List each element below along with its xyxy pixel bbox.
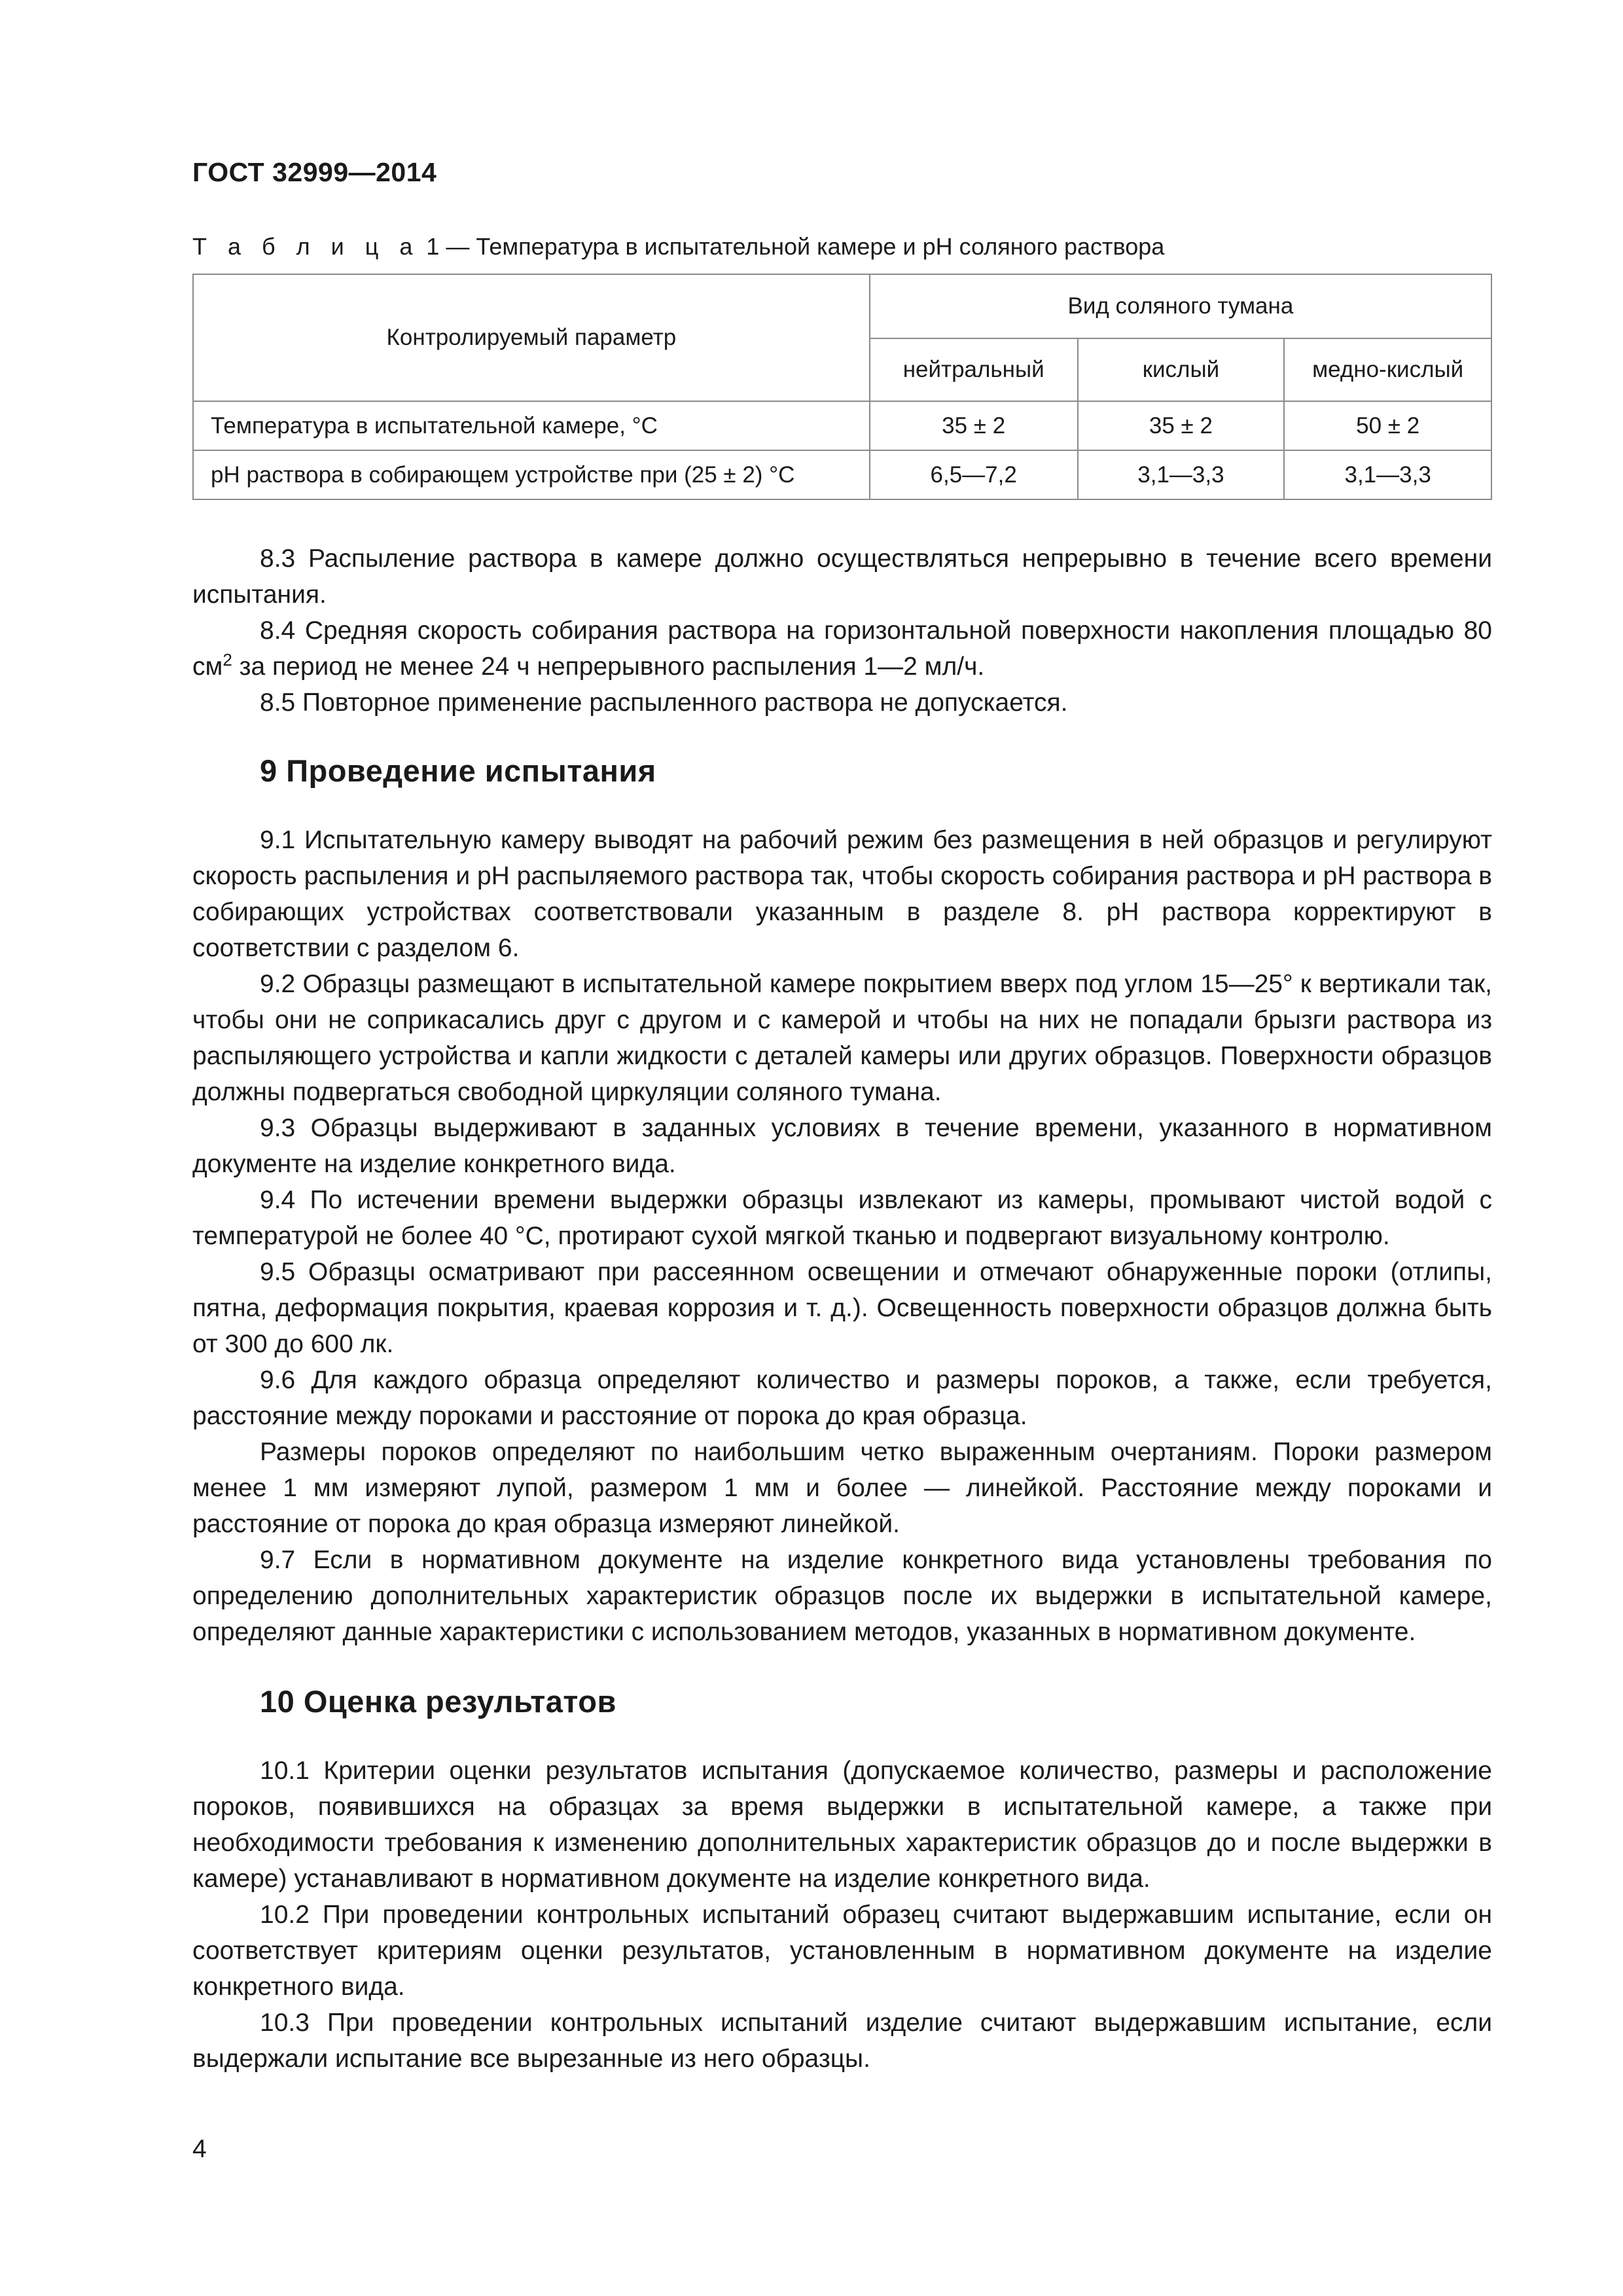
- column-header: нейтральный: [870, 338, 1078, 401]
- table-caption-text: 1 — Температура в испытательной камере и pH соляного раствора: [419, 233, 1165, 260]
- paragraph: 9.2 Образцы размещают в испытательной камере покрытием вверх под углом 15—25° к вертикали так, чтобы они не соприкасались друг с другом и с камерой и чтобы на них не попадали брызги раствора из распыляющего устройства и капли жидкости с деталей камеры или других образцов. Поверхности образцов должны подвергаться свободной циркуляции соляного тумана.: [192, 970, 1492, 1106]
- paragraph: 10.3 При проведении контрольных испытаний изделие считают выдержавшим испытание, если выдержали испытание все вырезанные из него образцы.: [192, 2009, 1492, 2073]
- row-param-cell: Температура в испытательной камере, °С: [193, 401, 870, 450]
- paragraph: 9.5 Образцы осматривают при рассеянном освещении и отмечают обнаруженные пороки (отлипы, пятна, деформация покрытия, краевая коррозия и т. д.). Освещенность поверхности образцов должна быть от 300 до 600 лк.: [192, 1258, 1492, 1358]
- row-param-cell: pH раствора в собирающем устройстве при (25 ± 2) °С: [193, 450, 870, 499]
- paragraph-8-4-text: 8.4 Средняя скорость собирания раствора на горизонтальной поверхности накопления площадью 80 см: [192, 617, 1492, 681]
- paragraph-8-4: [192, 613, 1492, 685]
- table-row: [193, 401, 1491, 450]
- section-10-title: 10 Оценка результатов: [260, 1684, 616, 1719]
- paragraph-8-4-rest: за период не менее 24 ч непрерывного распыления 1—2 мл/ч.: [232, 653, 985, 681]
- table-row: [193, 450, 1491, 499]
- paragraph: 9.3 Образцы выдерживают в заданных условиях в течение времени, указанного в нормативном документе на изделие конкретного вида.: [192, 1114, 1492, 1178]
- paragraph: Размеры пороков определяют по наибольшим четко выраженным очертаниям. Пороки размером менее 1 мм измеряют лупой, размером 1 мм и более — линейкой. Расстояние между пороками и расстояние от порока до края образца измеряют линейкой.: [192, 1438, 1492, 1538]
- document-code: ГОСТ 32999—2014: [192, 157, 437, 187]
- paragraph: 9.7 Если в нормативном документе на изделие конкретного вида установлены требования по определению дополнительных характеристик образцов после их выдержки в испытательной камере, определяют данные характеристики с использованием методов, указанных в нормативном документе.: [192, 1546, 1492, 1646]
- group-header-cell: Вид соляного тумана: [870, 274, 1491, 338]
- table-header-row: [193, 274, 1491, 338]
- column-header: медно-кислый: [1284, 338, 1491, 401]
- section-9-title: 9 Проведение испытания: [260, 753, 656, 788]
- row-value-cell: 35 ± 2: [1078, 401, 1285, 450]
- paragraph: 10.2 При проведении контрольных испытаний образец считают выдержавшим испытание, если он соответствует критериям оценки результатов, установленным в нормативном документе на изделие конкретного вида.: [192, 1901, 1492, 2001]
- row-value-cell: 50 ± 2: [1284, 401, 1491, 450]
- paragraph: 9.6 Для каждого образца определяют количество и размеры пороков, а также, если требуется, расстояние между пороками и расстояние от порока до края образца.: [192, 1366, 1492, 1430]
- column-header: кислый: [1078, 338, 1285, 401]
- row-value-cell: 3,1—3,3: [1284, 450, 1491, 499]
- row-value-cell: 35 ± 2: [870, 401, 1078, 450]
- table-caption: [192, 233, 1164, 260]
- paragraph-8-3: 8.3 Распыление раствора в камере должно осуществляться непрерывно в течение всего времени испытания.: [192, 545, 1492, 609]
- section-9-text: [192, 822, 1492, 1650]
- paragraph: 9.4 По истечении времени выдержки образцы извлекают из камеры, промывают чистой водой с температурой не более 40 °С, протирают сухой мягкой тканью и подвергают визуальному контролю.: [192, 1186, 1492, 1250]
- superscript: 2: [223, 650, 232, 670]
- table-caption-prefix: Т а б л и ц а: [192, 233, 420, 260]
- section-10-text: [192, 1753, 1492, 2077]
- salt-fog-table: [192, 274, 1492, 500]
- param-header-cell: Контролируемый параметр: [193, 274, 870, 401]
- section-8-text: [192, 541, 1492, 721]
- row-value-cell: 3,1—3,3: [1078, 450, 1285, 499]
- page-number: 4: [192, 2135, 207, 2163]
- paragraph-8-5: 8.5 Повторное применение распыленного раствора не допускается.: [260, 689, 1068, 717]
- paragraph: 9.1 Испытательную камеру выводят на рабочий режим без размещения в ней образцов и регулируют скорость распыления и pH распыляемого раствора так, чтобы скорость собирания раствора и pH раствора в собирающих устройствах соответствовали указанным в разделе 8. pH раствора корректируют в соответствии с разделом 6.: [192, 826, 1492, 962]
- row-value-cell: 6,5—7,2: [870, 450, 1078, 499]
- paragraph: 10.1 Критерии оценки результатов испытания (допускаемое количество, размеры и расположение пороков, появившихся на образцах за время выдержки в испытательной камере, а также при необходимости требования к изменению дополнительных характеристик образцов до и после выдержки в камере) устанавливают в нормативном документе на изделие конкретного вида.: [192, 1757, 1492, 1893]
